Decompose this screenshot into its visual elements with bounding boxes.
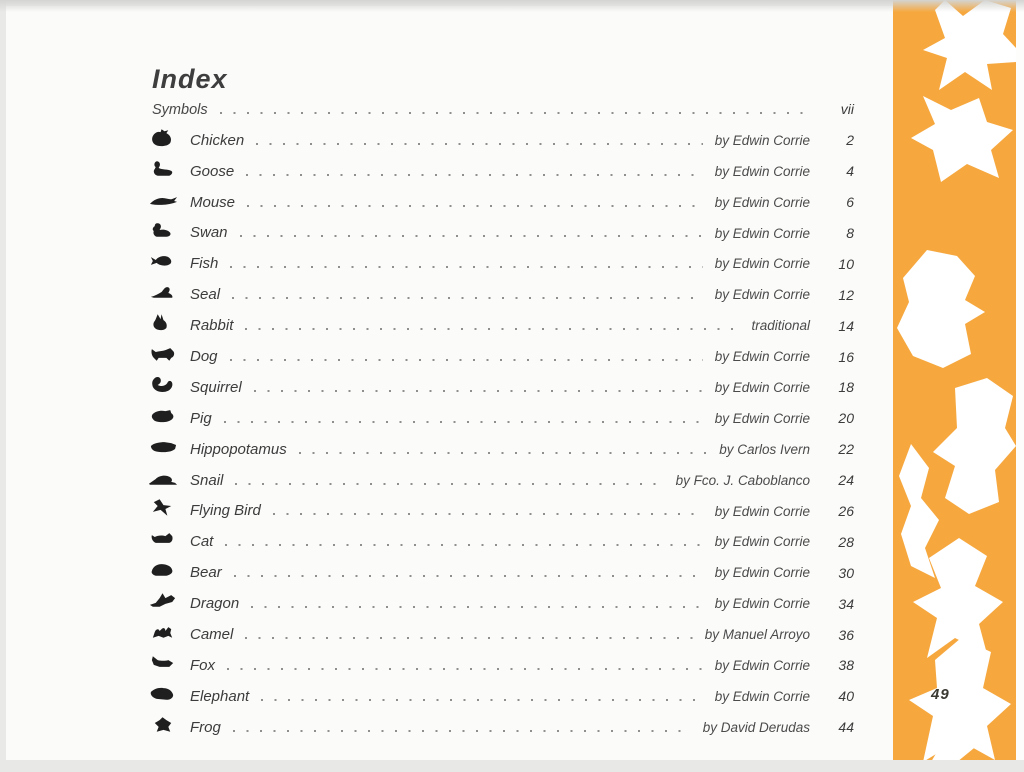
entry-page-number: 4 (846, 163, 854, 180)
index-row (148, 366, 854, 397)
dot-leader (245, 328, 739, 330)
entry-page-number: 40 (838, 688, 854, 705)
mouse-icon (148, 189, 190, 212)
origami-band (893, 0, 1016, 762)
index-row (148, 212, 854, 243)
entry-name: Bear (190, 564, 222, 582)
chicken-icon (148, 127, 190, 150)
entry-author: by Fco. J. Caboblanco (675, 472, 810, 488)
goose-icon (148, 158, 190, 181)
entry-author: by Edwin Corrie (714, 503, 810, 519)
entry-name: Cat (190, 533, 214, 551)
entry-name: Frog (190, 718, 221, 736)
dot-leader (261, 699, 702, 701)
entry-page-number: 18 (838, 379, 854, 396)
index-row (148, 150, 854, 181)
scan-edge-bottom (0, 760, 1024, 772)
entry-name: Goose (190, 162, 235, 180)
dot-leader (256, 143, 703, 145)
dot-leader (245, 637, 692, 639)
entry-page-number: 34 (838, 595, 854, 612)
dot-leader (224, 421, 703, 423)
entry-author: by David Derudas (702, 719, 810, 735)
index-row (148, 181, 854, 212)
swan-icon (148, 219, 190, 242)
dot-leader (246, 174, 703, 176)
index-row (148, 119, 854, 150)
index-row (148, 88, 854, 119)
entry-author: by Edwin Corrie (714, 163, 810, 179)
dot-leader (225, 544, 702, 546)
entry-name: Hippopotamus (190, 440, 287, 458)
page-number-badge: 49 (931, 686, 950, 703)
dot-leader (299, 452, 707, 454)
index-row (148, 644, 854, 675)
entry-author: by Edwin Corrie (714, 534, 810, 550)
entry-page-number: vii (840, 101, 854, 118)
bear-icon (148, 559, 190, 582)
entry-author: by Edwin Corrie (714, 380, 810, 396)
dot-leader (230, 359, 703, 361)
dragon-icon (148, 590, 190, 613)
entry-page-number: 26 (838, 502, 854, 519)
entry-name: Symbols (152, 101, 208, 118)
dot-leader (232, 297, 703, 299)
entry-author: by Edwin Corrie (714, 596, 810, 612)
index-row (148, 335, 854, 366)
index-row (148, 520, 854, 551)
index-row (148, 582, 854, 613)
elephant-icon (148, 683, 190, 706)
entry-name: Chicken (190, 131, 245, 149)
entry-author: by Edwin Corrie (714, 565, 810, 581)
index-row (148, 459, 854, 490)
fish-icon (148, 250, 190, 273)
dot-leader (240, 235, 703, 237)
index-row (148, 428, 854, 459)
entry-page-number: 12 (838, 286, 854, 303)
entry-author: by Edwin Corrie (714, 410, 810, 426)
fox-icon (148, 652, 190, 675)
entry-name: Seal (190, 286, 221, 304)
entry-name: Snail (190, 471, 224, 489)
entry-page-number: 22 (838, 441, 854, 458)
entry-author: by Edwin Corrie (714, 349, 810, 365)
index-row (148, 613, 854, 644)
index-row (148, 304, 854, 335)
entry-author: by Manuel Arroyo (704, 627, 810, 643)
rabbit-icon (148, 312, 190, 335)
seal-icon (148, 281, 190, 304)
index-row (148, 675, 854, 706)
entry-name: Dragon (190, 595, 240, 613)
entry-name: Swan (190, 224, 228, 242)
index-row (148, 706, 854, 737)
entry-name: Dog (190, 348, 218, 366)
index-row (148, 551, 854, 582)
dot-leader (251, 606, 703, 608)
entry-name: Mouse (190, 193, 236, 211)
entry-page-number: 10 (838, 255, 854, 272)
entry-name: Rabbit (190, 317, 234, 335)
dot-leader (235, 483, 663, 485)
entry-author: by Edwin Corrie (714, 132, 810, 148)
entry-page-number: 20 (838, 410, 854, 427)
hippopotamus-icon (148, 436, 190, 459)
index-row (148, 490, 854, 521)
origami-silhouettes (893, 0, 1016, 762)
entry-page-number: 28 (838, 533, 854, 550)
squirrel-icon (148, 374, 190, 397)
dot-leader (233, 730, 691, 732)
index-row (148, 273, 854, 304)
dog-icon (148, 343, 190, 366)
entry-author: by Edwin Corrie (714, 225, 810, 241)
entry-page-number: 30 (838, 564, 854, 581)
frog-icon (148, 714, 190, 737)
dot-leader (254, 390, 703, 392)
dot-leader (227, 668, 703, 670)
entry-page-number: 8 (846, 224, 854, 241)
entry-name: Fish (190, 255, 219, 273)
entry-page-number: 2 (846, 132, 854, 149)
entry-name: Flying Bird (190, 502, 261, 520)
entry-page-number: 14 (838, 317, 854, 334)
flying-bird-icon (148, 497, 190, 520)
index-row (148, 242, 854, 273)
entry-page-number: 24 (838, 472, 854, 489)
snail-icon (148, 467, 190, 490)
dot-leader (230, 266, 702, 268)
cat-icon (148, 528, 190, 551)
entry-name: Pig (190, 409, 212, 427)
entry-page-number: 6 (846, 194, 854, 211)
entry-author: by Edwin Corrie (714, 256, 810, 272)
entry-page-number: 44 (838, 719, 854, 736)
entry-name: Camel (190, 626, 234, 644)
page-title: Index (152, 64, 228, 95)
index-row (148, 397, 854, 428)
dot-leader (234, 575, 703, 577)
entry-author: by Edwin Corrie (714, 688, 810, 704)
entry-page-number: 36 (838, 626, 854, 643)
camel-icon (148, 621, 190, 644)
entry-author: by Edwin Corrie (714, 194, 810, 210)
entry-name: Squirrel (190, 378, 242, 396)
pig-icon (148, 405, 190, 428)
entry-page-number: 38 (838, 657, 854, 674)
entry-name: Fox (190, 656, 216, 674)
dot-leader (273, 513, 703, 515)
scan-edge-right (1016, 0, 1024, 772)
entry-page-number: 16 (838, 348, 854, 365)
dot-leader (247, 205, 703, 207)
entry-name: Elephant (190, 687, 250, 705)
entry-author: by Edwin Corrie (714, 287, 810, 303)
entry-author: by Edwin Corrie (714, 658, 810, 674)
entry-author: traditional (751, 318, 810, 334)
entry-author: by Carlos Ivern (719, 441, 810, 457)
scan-edge-left (0, 0, 6, 762)
index-list (148, 88, 854, 737)
dot-leader (220, 112, 808, 114)
